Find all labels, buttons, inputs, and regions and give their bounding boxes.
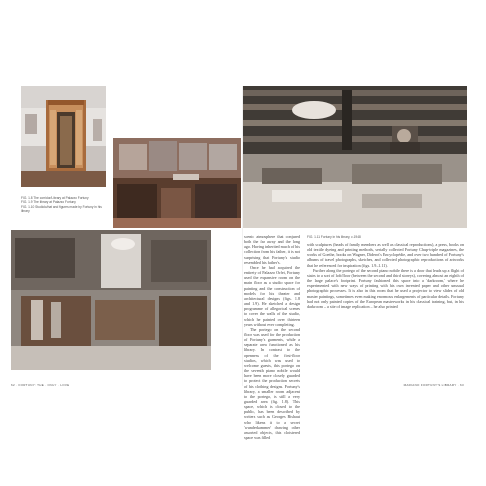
photo-workroom	[11, 230, 211, 370]
paragraph: scenic atmosphere that conjured both the far away and the long ago. Having inherited much of his collection from his father, it is not surprising that Fortuny's studio resembled his father's.	[244, 234, 300, 265]
figure-captions	[21, 196, 109, 214]
paragraph: with sculptures (heads of family members as well as classical reproductions), a press, books on old textile dyeing and printing methods, serially collected Fortuny Chup-triple magazines, the works of Goethe, books on Wagner, Diderot's Encyclopédie, and over two hundred of Fortuny's albums of travel photographs, sketches, and collected photographic reproductions of artworks that he referenced for inspiration (figs. 1.9–1.11).	[307, 242, 464, 268]
photo-library	[113, 138, 241, 228]
body-column-right	[307, 242, 464, 374]
caption: FIG. 1.9 The library at Palazzo Fortuny	[21, 200, 76, 205]
body-column-left	[244, 234, 300, 441]
paragraph: The portego on the second floor was used for the production of Fortuny's garments, while a separate area functioned as his library. In contrast to the openness of the first-floor studios, which was used to welcome guests, this portego on the seventh piano nobile would have been more closely guarded to protect the production secrets of his clothing designs. Fortuny's library, a smaller room adjacent to the portego, is still a very guarded area (fig. 1.8). This space, which is closed to the public, has been described by writers such as Georges Bishaut who likens it to a secret 'wunderkammer' drawing other assorted objects, this cloistered space was filled	[244, 326, 300, 441]
folio-left: 62 · FORTUNY: THE · ONLY · LOVE	[11, 383, 70, 387]
gutter	[242, 86, 243, 386]
caption: FIG. 1.8 The corridor/Library at Palazzo Fortuny	[21, 196, 89, 200]
photo-doorway	[21, 86, 106, 187]
photo-fortuny-desk	[242, 86, 467, 228]
paragraph: Further along the portego of the second piano nobile there is a door that leads up a flight of stairs to a sort of loft/floor (between the second and third storeys), covering almost an eighth of the large palace's footprint. Fortuny fashioned this space into a 'darkroom,' where he experimented with new ways of printing with his own invented paper and other unusual photographic processes. It is also in this room that he used a projector to view slides of old master paintings, sometimes even making enormous enlargements of particular details. Fortuny had not only painted copies of the European masterworks in his classical training, but, in his darkroom – a site of image replication – he also printed	[307, 267, 464, 309]
paragraph: Once he had acquired the entirety of Palazzo Orfei, Fortuny used the expansive room on the main floor as a studio space for painting and the construction of models for his theater and architectural designs (figs. 1.8 and 1.9). He sketched a design programme of allegorical scenes to cover the walls of the studio, which he painted over thirteen years without ever completing.	[244, 264, 300, 327]
folio-right: MARIANO FORTUNY'S LIBRARY · 63	[403, 383, 464, 387]
right-caption: FIG. 1.11 Fortuny in his library, c.1948	[307, 235, 361, 239]
caption: FIG. 1.10 Studiolo/hat and figures made by Fortuny in his library	[21, 204, 102, 214]
